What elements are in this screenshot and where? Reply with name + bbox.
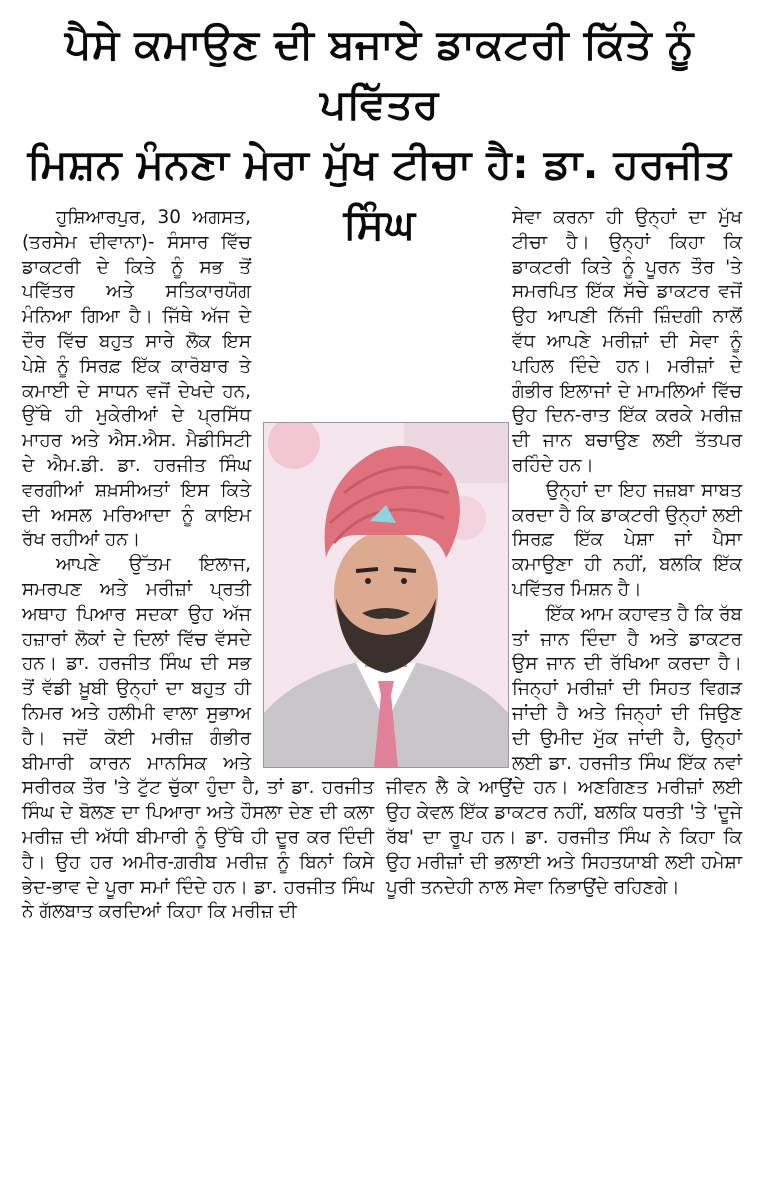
article-paragraph: ਸੇਵਾ ਕਰਨਾ ਹੀ ਉਨ੍ਹਾਂ ਦਾ ਮੁੱਖ ਟੀਚਾ ਹੈ। ਉਨ੍ਹਾਂ ਕਿਹਾ ਕਿ ਡਾਕਟਰੀ ਕਿਤੇ ਨੂੰ ਪੂਰਨ ਤੌਰ 'ਤੇ ਸਮਰਪਿਤ ਇੱਕ ਸੱਚੇ ਡਾਕਟਰ ਵਜੋਂ ਉਹ ਆਪਣੀ ਨਿੱਜੀ ਜ਼ਿੰਦਗੀ ਨਾਲੋਂ ਵੱਧ ਆਪਣੇ ਮਰੀਜ਼ਾਂ ਦੀ ਸੇਵਾ ਨੂੰ ਪਹਿਲ ਦਿੰਦੇ ਹਨ। ਮਰੀਜ਼ਾਂ ਦੇ ਗੰਭੀਰ ਇਲਾਜਾਂ ਦੇ ਮਾਮਲਿਆਂ ਵਿੱਚ ਉਹ ਦਿਨ-ਰਾਤ ਇੱਕ ਕਰਕੇ ਮਰੀਜ਼ ਦੀ ਜਾਨ ਬਚਾਉਣ ਲਈ ਤੱਤਪਰ ਰਹਿੰਦੇ ਹਨ। (512, 207, 742, 476)
portrait-photo (263, 422, 509, 768)
article-paragraph: ਉਨ੍ਹਾਂ ਦਾ ਇਹ ਜਜ਼ਬਾ ਸਾਬਤ ਕਰਦਾ ਹੈ ਕਿ ਡਾਕਟਰੀ ਉਨ੍ਹਾਂ ਲਈ ਸਿਰਫ਼ ਇੱਕ ਪੇਸ਼ਾ ਜਾਂ ਪੈਸਾ ਕਮਾਉਣਾ ਹੀ ਨਹੀਂ, ਬਲਕਿ ਇੱਕ ਪਵਿੱਤਰ ਮਿਸ਼ਨ ਹੈ। (512, 479, 742, 600)
article-paragraph: ਹੁਸ਼ਿਆਰਪੁਰ, 30 ਅਗਸਤ, (ਤਰਸੇਮ ਦੀਵਾਨਾ)- ਸੰਸਾਰ ਵਿੱਚ ਡਾਕਟਰੀ ਦੇ ਕਿਤੇ ਨੂੰ ਸਭ ਤੋਂ ਪਵਿੱਤਰ ਅਤੇ ਸਤਿਕਾਰਯੋਗ ਮੰਨਿਆ ਗਿਆ ਹੈ। ਜਿੱਥੇ ਅੱਜ ਦੇ ਦੌਰ ਵਿੱਚ ਬਹੁਤ ਸਾਰੇ ਲੋਕ ਇਸ ਪੇਸ਼ੇ ਨੂੰ ਸਿਰਫ਼ ਇੱਕ ਕਾਰੋਬਾਰ ਤੇ ਕਮਾਈ ਦੇ ਸਾਧਨ ਵਜੋਂ ਦੇਖਦੇ ਹਨ, ਉੱਥੇ ਹੀ ਮੁਕੇਰੀਆਂ ਦੇ ਪ੍ਰਸਿੱਧ ਮਾਹਰ ਅਤੇ ਐਸ.ਐਸ. ਮੈਡੀਸਿਟੀ ਦੇ ਐਮ.ਡੀ. ਡਾ. ਹਰਜੀਤ ਸਿੰਘ ਵਰਗੀਆਂ ਸ਼ਖ਼ਸੀਅਤਾਂ ਇਸ ਕਿਤੇ ਦੀ ਅਸਲ ਮਰਿਆਦਾ ਨੂੰ ਕਾਇਮ ਰੱਖ ਰਹੀਆਂ ਹਨ। (22, 207, 251, 551)
portrait-illustration (264, 423, 508, 767)
headline-line-2: ਮਿਸ਼ਨ ਮੰਨਣਾ ਮੇਰਾ ਮੁੱਖ ਟੀਚਾ ਹੈ: ਡਾ. ਹਰਜੀਤ ਸਿੰਘ (27, 140, 732, 248)
headline-line-1: ਪੈਸੇ ਕਮਾਉਣ ਦੀ ਬਜਾਏ ਡਾਕਟਰੀ ਕਿੱਤੇ ਨੂੰ ਪਵਿੱਤਰ (64, 20, 695, 128)
article-paragraph: ਆਪਣੇ ਉੱਤਮ ਇਲਾਜ, ਸਮਰਪਣ ਅਤੇ ਮਰੀਜ਼ਾਂ ਪ੍ਰਤੀ ਅਥਾਹ ਪਿਆਰ ਸਦਕਾ ਉਹ ਅੱਜ ਹਜ਼ਾਰਾਂ ਲੋਕਾਂ ਦੇ ਦਿਲਾਂ ਵਿੱਚ ਵੱਸਦੇ ਹਨ। ਡਾ. ਹਰਜੀਤ ਸਿੰਘ ਦੀ ਸਭ ਤੋਂ ਵੱਡੀ ਖ਼ੂਬੀ ਉਨ੍ਹਾਂ ਦਾ ਬਹੁਤ ਹੀ ਨਿਮਰ ਅਤੇ ਹਲੀਮੀ ਵਾਲਾ ਸੁਭਾਅ ਹੈ। ਜਦੋਂ ਕੋਈ ਮਰੀਜ਼ ਗੰਭੀਰ ਬੀਮਾਰੀ ਕਾਰਨ ਮਾਨਸਿਕ ਅਤੇ ਸਰੀਰਕ ਤੌਰ 'ਤੇ ਟੁੱਟ ਚੁੱਕਾ ਹੁੰਦਾ ਹੈ, ਤਾਂ ਡਾ. ਹਰਜੀਤ ਸਿੰਘ ਦੇ ਬੋਲਣ ਦਾ ਪਿਆਰਾ ਅਤੇ ਹੌਸਲਾ ਦੇਣ ਦੀ ਕਲਾ ਮਰੀਜ਼ ਦੀ ਅੱਧੀ ਬੀਮਾਰੀ ਨੂੰ ਉੱਥੇ ਹੀ ਦੂਰ ਕਰ ਦਿੰਦੀ ਹੈ। ਉਹ ਹਰ ਅਮੀਰ-ਗ਼ਰੀਬ ਮਰੀਜ਼ ਨੂੰ ਬਿਨਾਂ ਕਿਸੇ ਭੇਦ-ਭਾਵ ਦੇ ਪੂਰਾ ਸਮਾਂ ਦਿੰਦੇ ਹਨ। ਡਾ. ਹਰਜੀਤ ਸਿੰਘ ਨੇ ਗੱਲਬਾਤ ਕਰਦਿਆਂ ਕਿਹਾ ਕਿ ਮਰੀਜ਼ ਦੀ (22, 554, 374, 923)
article-paragraph: ਇੱਕ ਆਮ ਕਹਾਵਤ ਹੈ ਕਿ ਰੱਬ ਤਾਂ ਜਾਨ ਦਿੰਦਾ ਹੈ ਅਤੇ ਡਾਕਟਰ ਉਸ ਜਾਨ ਦੀ ਰੱਖਿਆ ਕਰਦਾ ਹੈ। ਜਿਨ੍ਹਾਂ ਮਰੀਜ਼ਾਂ ਦੀ ਸਿਹਤ ਵਿਗੜ ਜਾਂਦੀ ਹੈ ਅਤੇ ਜਿਨ੍ਹਾਂ ਦੀ ਜਿਉਣ ਦੀ ਉਮੀਦ ਮੁੱਕ ਜਾਂਦੀ ਹੈ, ਉਨ੍ਹਾਂ ਲਈ ਡਾ. ਹਰਜੀਤ ਸਿੰਘ ਇੱਕ ਨਵਾਂ ਜੀਵਨ ਲੈ ਕੇ ਆਉਂਦੇ ਹਨ। ਅਣਗਿਣਤ ਮਰੀਜ਼ਾਂ ਲਈ ਉਹ ਕੇਵਲ ਇੱਕ ਡਾਕਟਰ ਨਹੀਂ, ਬਲਕਿ ਧਰਤੀ 'ਤੇ 'ਦੂਜੇ ਰੱਬ' ਦਾ ਰੂਪ ਹਨ। ਡਾ. ਹਰਜੀਤ ਸਿੰਘ ਨੇ ਕਿਹਾ ਕਿ ਉਹ ਮਰੀਜ਼ਾਂ ਦੀ ਭਲਾਈ ਅਤੇ ਸਿਹਤਯਾਬੀ ਲਈ ਹਮੇਸ਼ਾ ਪੂਰੀ ਤਨਦੇਹੀ ਨਾਲ ਸੇਵਾ ਨਿਭਾਉਂਦੇ ਰਹਿਣਗੇ। (386, 603, 742, 898)
